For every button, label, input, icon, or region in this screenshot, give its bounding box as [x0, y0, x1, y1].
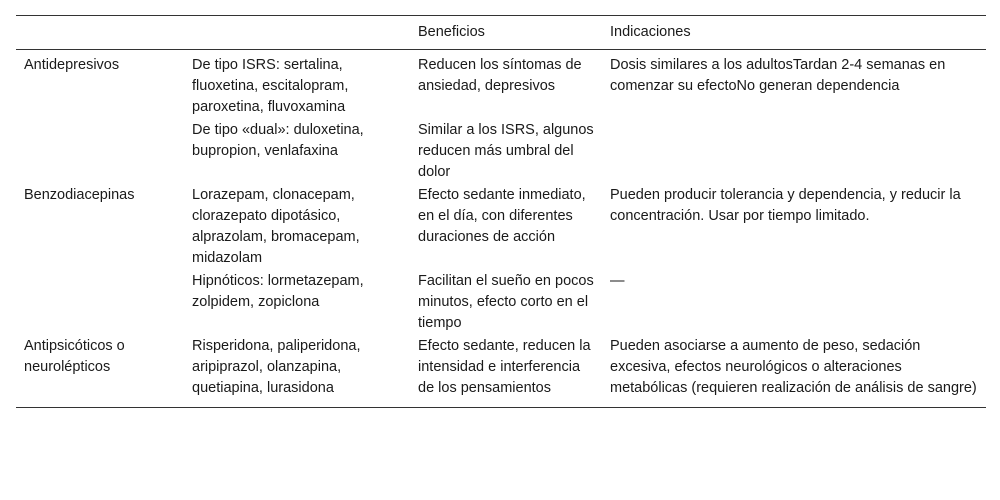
header-cell-group	[16, 16, 184, 50]
table-body	[16, 50, 986, 408]
cell-group: Benzodiacepinas	[24, 187, 135, 203]
cell-indications: Dosis similares a los adultosTardan 2-4 semanas en comenzar su efectoNo generan dependencia	[610, 57, 946, 94]
table-row	[16, 334, 986, 408]
cell-group	[16, 269, 184, 334]
cell-drugs: Hipnóticos: lormetazepam, zolpidem, zopiclona	[192, 273, 364, 310]
table-row	[16, 269, 986, 334]
cell-group	[16, 118, 184, 183]
cell-drugs: Risperidona, paliperidona, aripiprazol, olanzapina, quetiapina, lurasidona	[192, 338, 361, 396]
cell-group: Antipsicóticos o neurolépticos	[24, 338, 125, 375]
header-cell-drugs	[184, 16, 410, 50]
cell-drugs: De tipo ISRS: sertalina, fluoxetina, escitalopram, paroxetina, fluvoxamina	[192, 57, 349, 115]
table-row	[16, 118, 986, 183]
cell-indications: —	[610, 273, 625, 289]
cell-benefits: Similar a los ISRS, algunos reducen más umbral del dolor	[418, 122, 594, 180]
table-header	[16, 16, 986, 50]
cell-indications: Pueden producir tolerancia y dependencia, y reducir la concentración. Usar por tiempo limitado.	[610, 187, 961, 224]
cell-group: Antidepresivos	[24, 57, 120, 73]
medication-table	[16, 15, 986, 408]
header-cell-indications: Indicaciones	[610, 24, 691, 40]
cell-drugs: De tipo «dual»: duloxetina, bupropion, venlafaxina	[192, 122, 364, 159]
cell-indications	[602, 118, 986, 183]
table-row	[16, 50, 986, 119]
cell-benefits: Reducen los síntomas de ansiedad, depresivos	[418, 57, 582, 94]
cell-benefits: Efecto sedante, reducen la intensidad e interferencia de los pensamientos	[418, 338, 591, 396]
cell-benefits: Efecto sedante inmediato, en el día, con diferentes duraciones de acción	[418, 187, 586, 245]
cell-indications: Pueden asociarse a aumento de peso, sedación excesiva, efectos neurológicos o alteraciones metabólicas (requieren realización de análisis de sangre)	[610, 338, 977, 396]
cell-drugs: Lorazepam, clonacepam, clorazepato dipotásico, alprazolam, bromacepam, midazolam	[192, 187, 360, 266]
header-cell-benefits: Beneficios	[418, 24, 485, 40]
table-row	[16, 183, 986, 269]
cell-benefits: Facilitan el sueño en pocos minutos, efecto corto en el tiempo	[418, 273, 594, 331]
header-row	[16, 16, 986, 50]
